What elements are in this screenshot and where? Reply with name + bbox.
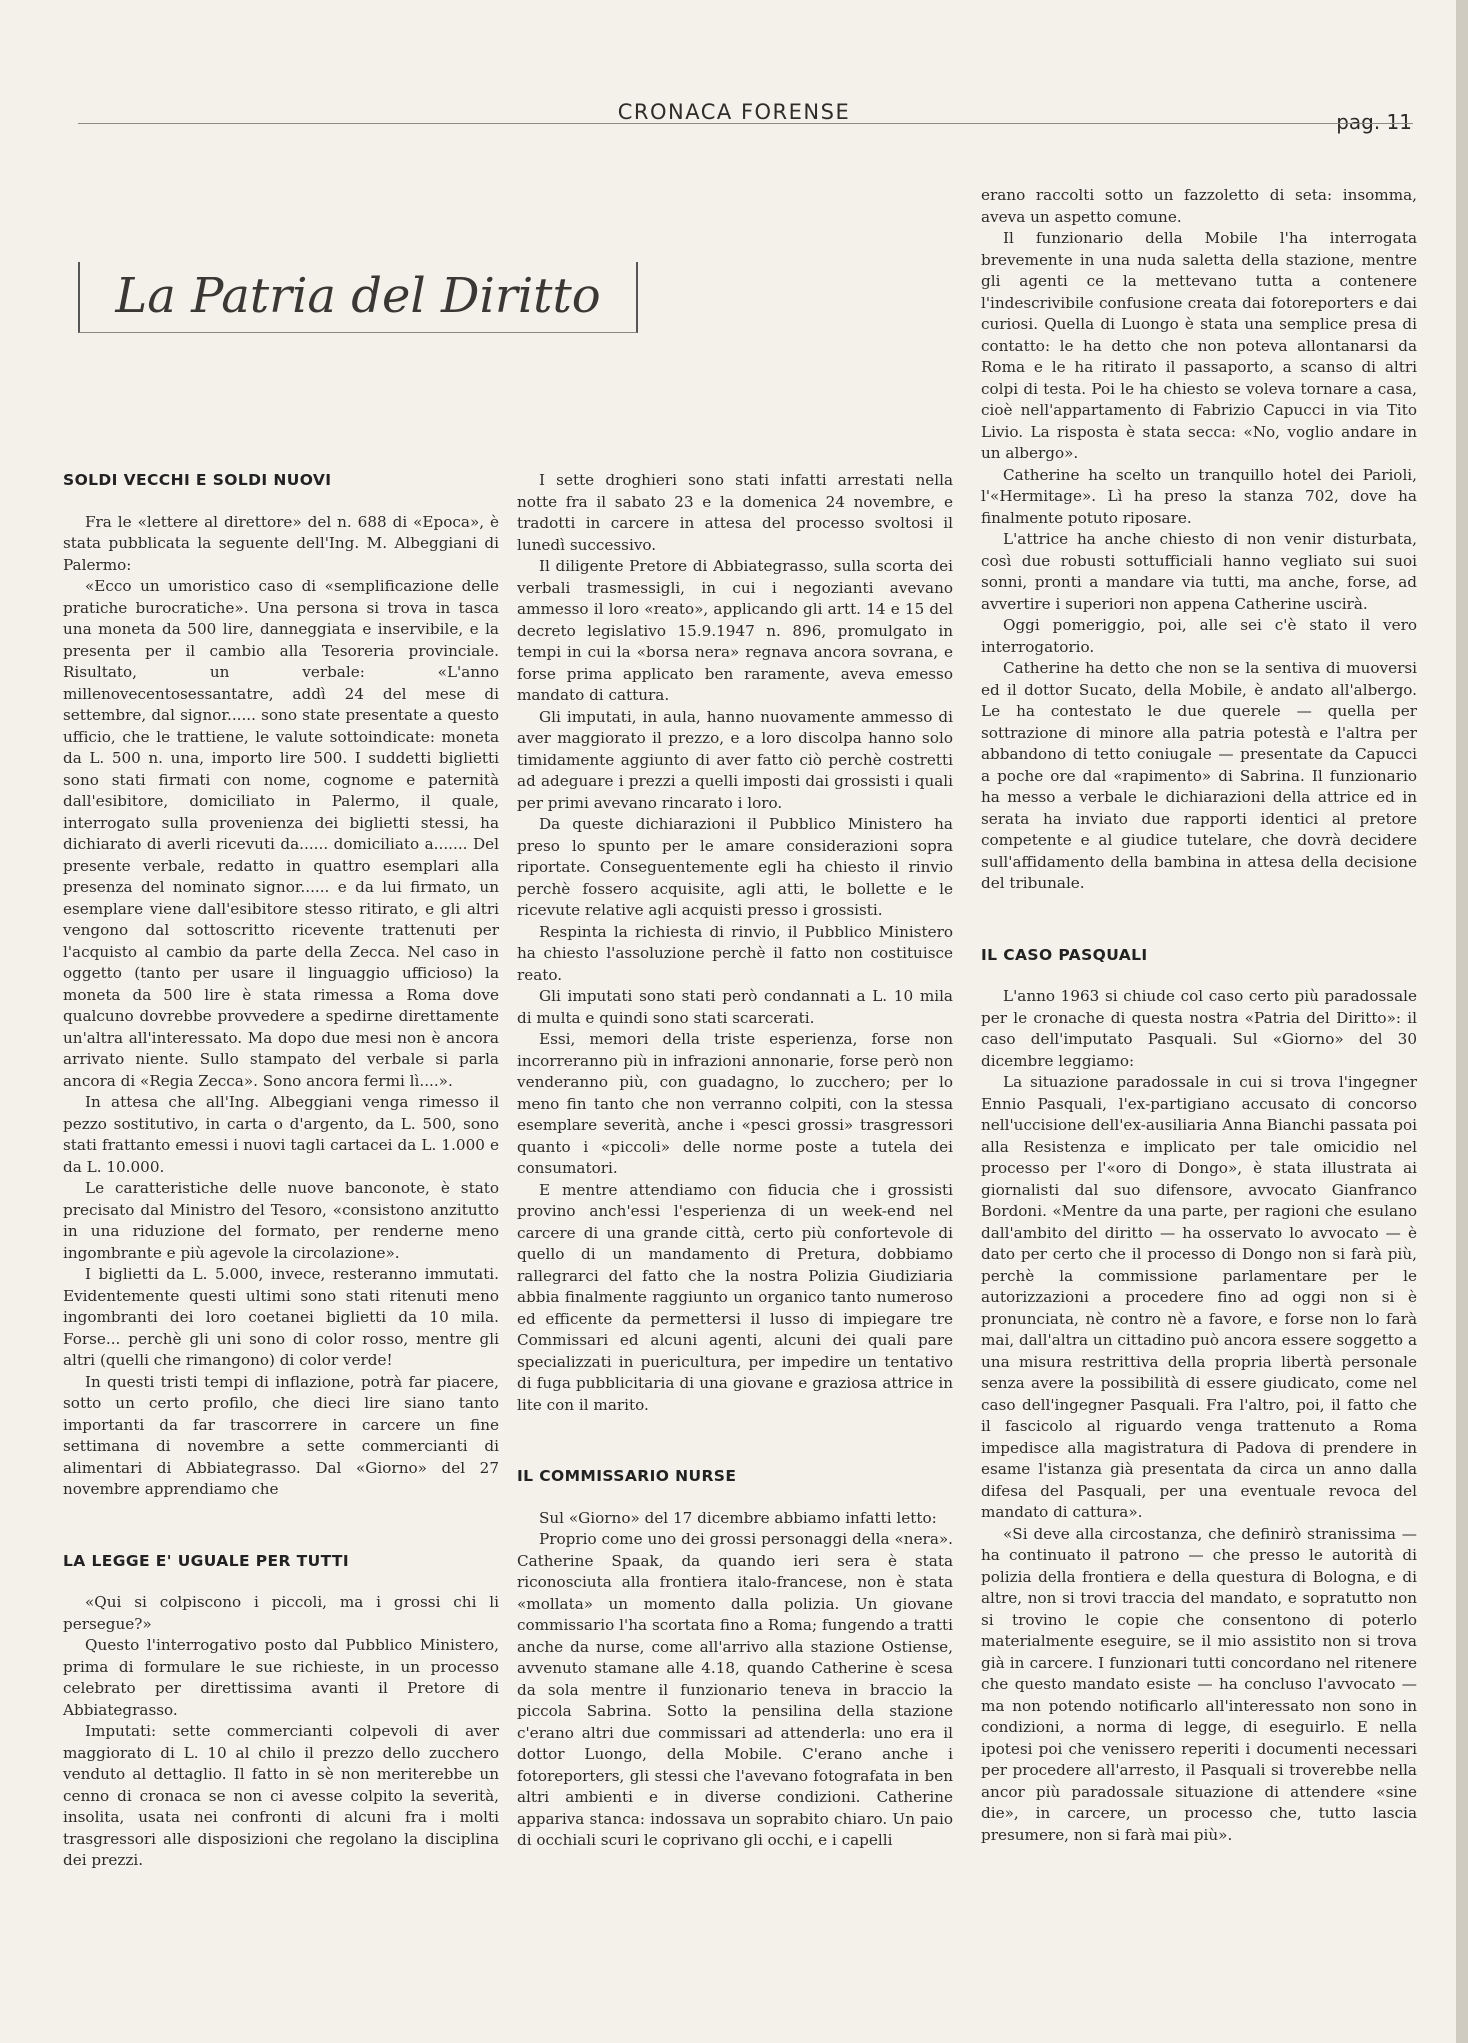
article-heading: IL COMMISSARIO NURSE (517, 1467, 737, 1485)
paragraph: Essi, memori della triste esperienza, forse non incorreranno più in infrazioni annonarie, forse però non venderanno più, con guadagno, lo zucchero; per lo meno fin tanto che non verranno colpiti, con la stessa esemplare severità, anche i «pesci grossi» trasgressori quanto i «piccoli» delle norme poste a tutela dei consumatori. (517, 1030, 953, 1177)
page-number: pag. 11 (1336, 110, 1412, 134)
paragraph: I sette droghieri sono stati infatti arrestati nella notte fra il sabato 23 e la domenica 24 novembre, e tradotti in carcere in attesa del processo svoltosi il lunedì successivo. (517, 471, 953, 554)
journal-title: CRONACA FORENSE (617, 100, 851, 124)
paragraph: Il funzionario della Mobile l'ha interrogata brevemente in una nuda saletta della stazione, mentre gli agenti ce la mettevano tutta a contenere l'indescrivibile confusione creata dai fotoreporters e dai curiosi. Quella di Luongo è stata una semplice presa di contatto: le ha detto che non poteva allontanarsi da Roma e le ha ritirato il passaporto, a scanso di altri colpi di testa. Poi le ha chiesto se voleva tornare a casa, cioè nell'appartamento di Fabrizio Capucci in via Tito Livio. La risposta è stata secca: «No, voglio andare in un albergo». (981, 229, 1417, 462)
section-logo-text: La Patria del Diritto (115, 268, 601, 324)
column-2 (517, 470, 953, 1852)
paragraph: Catherine ha scelto un tranquillo hotel dei Parioli, l'«Hermitage». Lì ha preso la stanza 702, dove ha finalmente potuto riposare. (981, 465, 1417, 527)
paragraph: «Si deve alla circostanza, che definirò stranissima — ha continuato il patrono — che presso le autorità di polizia della frontiera e della questura di Bologna, e di altre, non si trovi traccia del mandato, e sopratutto non si trovino le copie che consentono di poterlo materialmente eseguire, se il mio assistito non si trova già in carcere. I funzionari tutti concordano nel ritenere che questo mandato esiste — ha concluso l'avvocato — ma non potendo notificarlo all'interessato non sono in condizioni, a norma di legge, di eseguirlo. E nella ipotesi poi che venissero reperiti i documenti necessari per procedere all'arresto, il Pasquali si troverebbe nella ancor più paradossale situazione di attendere «sine die», in carcere, un processo che, tutto lascia presumere, non si farà mai più». (981, 1524, 1417, 1844)
section-logo (78, 262, 638, 333)
paragraph: Proprio come uno dei grossi personaggi della «nera». Catherine Spaak, da quando ieri sera è stata riconosciuta alla frontiera italo-francese, non è stata «mollata» un momento dalla polizia. Un giovane commissario l'ha scortata fino a Roma; fungendo a tratti anche da nurse, come all'arrivo alla stazione Ostiense, avvenuto stamane alle 4.18, quando Catherine è scesa da sola mentre il funzionario teneva in braccio la piccola Sabrina. Sotto la pensilina della stazione c'erano altri due commissari ad attenderla: uno era il dottor Luongo, della Mobile. C'erano anche i fotoreporters, gli stessi che l'avevano fotografata in ben altri ambienti e in diverse condizioni. Catherine appariva stanca: indossava un soprabito chiaro. Un paio di occhiali scuri le coprivano gli occhi, e i capelli (517, 1530, 953, 1849)
paragraph: Imputati: sette commercianti colpevoli di aver maggiorato di L. 10 al chilo il prezzo dello zucchero venduto al dettaglio. Il fatto in sè non meriterebbe un cenno di cronaca se non ci avesse colpito la severità, insolita, usata nei confronti di alcuni fra i molti trasgressori alle disposizioni che regolano la disciplina dei prezzi. (63, 1722, 499, 1869)
paragraph: La situazione paradossale in cui si trova l'ingegner Ennio Pasquali, l'ex-partigiano accusato di concorso nell'uccisione dell'ex-ausiliaria Anna Bianchi passata poi alla Resistenza e implicato per tale omicidio nel processo per l'«oro di Dongo», è stata illustrata ai giornalisti dal suo difensore, avvocato Gianfranco Bordoni. «Mentre da una parte, per ragioni che esulano dall'ambito del diritto — ha osservato lo avvocato — è dato per certo che il processo di Dongo non si farà più, perchè la commissione parlamentare per le autorizzazioni a procedere fino ad oggi non si è pronunciata, nè contro nè a favore, e forse non lo farà mai, dall'altra un cittadino può ancora essere soggetto a una misura restrittiva della propria libertà personale senza avere la possibilità di essere giudicato, come nel caso dell'ingegner Pasquali. Fra l'altro, poi, il fatto che il fascicolo al riguardo venga trattenuto a Roma impedisce alla magistratura di Padova di prendere in esame l'istanza già presentata da circa un anno dalla difesa del Pasquali, per una eventuale revoca del mandato di cattura». (981, 1073, 1417, 1521)
paragraph: Catherine ha detto che non se la sentiva di muoversi ed il dottor Sucato, della Mobile, è andato all'albergo. Le ha contestato le due querele — quella per sottrazione di minore alla patria potestà e l'altra per abbandono di tetto coniugale — presentate da Capucci a poche ore dal «rapimento» di Sabrina. Il funzionario ha messo a verbale le dichiarazioni della attrice ed in serata ha inviato due rapporti identici al pretore competente e al giudice tutelare, che dovrà decidere sull'affidamento della bambina in attesa della decisione del tribunale. (981, 659, 1417, 892)
paragraph: E mentre attendiamo con fiducia che i grossisti provino anch'essi l'esperienza di un week-end nel carcere di una grande città, certo più confortevole di quello di un mandamento di Pretura, dobbiamo rallegrarci del fatto che la nostra Polizia Giudiziaria abbia finalmente raggiunto un organico tanto numeroso ed efficente da permettersi il lusso di impiegare tre Commissari ed alcuni agenti, alcuni dei quali pare specializzati in puericultura, per impedire un tentativo di fuga pubblicitaria di una giovane e graziosa attrice in lite con il marito. (517, 1180, 953, 1414)
column-3 (981, 185, 1417, 1846)
paragraph: Il diligente Pretore di Abbiategrasso, sulla scorta dei verbali trasmessigli, in cui i negozianti avevano ammesso il loro «reato», applicando gli artt. 14 e 15 del decreto legislativo 15.9.1947 n. 896, promulgato in tempi in cui la «borsa nera» regnava ancora sovrana, e forse prima applicato ben raramente, aveva emesso mandato di cattura. (517, 557, 953, 704)
paragraph: Le caratteristiche delle nuove banconote, è stato precisato dal Ministro del Tesoro, «consistono anzitutto in una riduzione del formato, per renderne meno ingombrante e più agevole la circolazione». (63, 1179, 499, 1262)
paragraph: Fra le «lettere al direttore» del n. 688 di «Epoca», è stata pubblicata la seguente dell'Ing. M. Albeggiani di Palermo: (63, 512, 499, 574)
header-rule (78, 123, 1413, 124)
column-1 (63, 470, 499, 1872)
article-heading: LA LEGGE E' UGUALE PER TUTTI (63, 1551, 350, 1570)
paragraph: Questo l'interrogativo posto dal Pubblico Ministero, prima di formulare le sue richieste, in un processo celebrato per direttissima avanti il Pretore di Abbiategrasso. (63, 1636, 499, 1719)
paragraph: erano raccolti sotto un fazzoletto di seta: insomma, aveva un aspetto comune. (981, 186, 1417, 226)
paragraph: Gli imputati sono stati però condannati a L. 10 mila di multa e quindi sono stati scarcerati. (517, 987, 953, 1027)
paragraph: «Qui si colpiscono i piccoli, ma i grossi chi li persegue?» (63, 1593, 499, 1633)
article-heading: IL CASO PASQUALI (981, 945, 1148, 964)
paragraph: L'anno 1963 si chiude col caso certo più paradossale per le cronache di questa nostra «Patria del Diritto»: il caso dell'imputato Pasquali. Sul «Giorno» del 30 dicembre leggiamo: (981, 987, 1417, 1070)
paragraph: Da queste dichiarazioni il Pubblico Ministero ha preso lo spunto per le amare considerazioni sopra riportate. Conseguentemente egli ha chiesto il rinvio perchè fossero acquisite, agli atti, le bollette e le ricevute relative agli acquisti presso i grossisti. (517, 815, 953, 919)
paragraph: Gli imputati, in aula, hanno nuovamente ammesso di aver maggiorato il prezzo, e a loro discolpa hanno solo timidamente aggiunto di aver fatto ciò perchè costretti ad adeguare i prezzi a quelli imposti dai grossisti i quali per primi avevano rincarato i loro. (517, 707, 953, 812)
paragraph: I biglietti da L. 5.000, invece, resteranno immutati. Evidentemente questi ultimi sono stati ritenuti meno ingombranti dei loro coetanei biglietti da 10 mila. Forse... perchè gli uni sono di color rosso, mentre gli altri (quelli che rimangono) di color verde! (63, 1265, 499, 1369)
paragraph: «Ecco un umoristico caso di «semplificazione delle pratiche burocratiche». Una persona si trova in tasca una moneta da 500 lire, danneggiata e inservibile, e la presenta per il cambio alla Tesoreria provinciale. Risultato, un verbale: «L'anno millenovecentosessantatre, addì 24 del mese di settembre, dal signor...... sono state presentate a questo ufficio, che le trattiene, le valute sottoindicate: moneta da L. 500 n. una, importo lire 500. I suddetti biglietti sono stati firmati con nome, cognome e paternità dall'esibitore, domiciliato in Palermo, il quale, interrogato sulla provenienza dei biglietti stessi, ha dichiarato di averli ricevuti da...... domiciliato a....... Del presente verbale, redatto in quattro esemplari alla presenza del nominato signor...... e da lui firmato, un esemplare viene dall'esibitore stesso ritirato, e gli altri vengono dal sottoscritto ricevente trattenuti per l'acquisto al cambio da parte della Zecca. Nel caso in oggetto (tanto per usare il linguaggio ufficioso) la moneta da 500 lire è stata rimessa a Roma dove qualcuno dovrebbe provvedere a spedirne direttamente un'altra all'interessato. Ma dopo due mesi non è ancora arrivato niente. Sullo stampato del verbale si parla ancora di «Regia Zecca». Sono ancora fermi lì....». (63, 577, 499, 1090)
paragraph: Oggi pomeriggio, poi, alle sei c'è stato il vero interrogatorio. (981, 616, 1417, 656)
paragraph: In attesa che all'Ing. Albeggiani venga rimesso il pezzo sostitutivo, in carta o d'argento, da L. 500, sono stati frattanto emessi i nuovi tagli cartacei da L. 1.000 e da L. 10.000. (63, 1093, 499, 1176)
page-edge (1456, 0, 1468, 2043)
article-heading: SOLDI VECCHI E SOLDI NUOVI (63, 471, 332, 489)
paragraph: L'attrice ha anche chiesto di non venir disturbata, così due robusti sottufficiali hanno vegliato sui suoi sonni, pronti a mandare via tutti, ma anche, forse, ad avvertire i superiori non appena Catherine uscirà. (981, 530, 1417, 613)
paragraph: In questi tristi tempi di inflazione, potrà far piacere, sotto un certo profilo, che dieci lire siano tanto importanti da far trascorrere in carcere un fine settimana di novembre a sette commercianti di alimentari di Abbiategrasso. Dal «Giorno» del 27 novembre apprendiamo che (63, 1372, 499, 1498)
paragraph: Respinta la richiesta di rinvio, il Pubblico Ministero ha chiesto l'assoluzione perchè il fatto non costituisce reato. (517, 922, 953, 984)
paragraph: Sul «Giorno» del 17 dicembre abbiamo infatti letto: (539, 1508, 937, 1527)
